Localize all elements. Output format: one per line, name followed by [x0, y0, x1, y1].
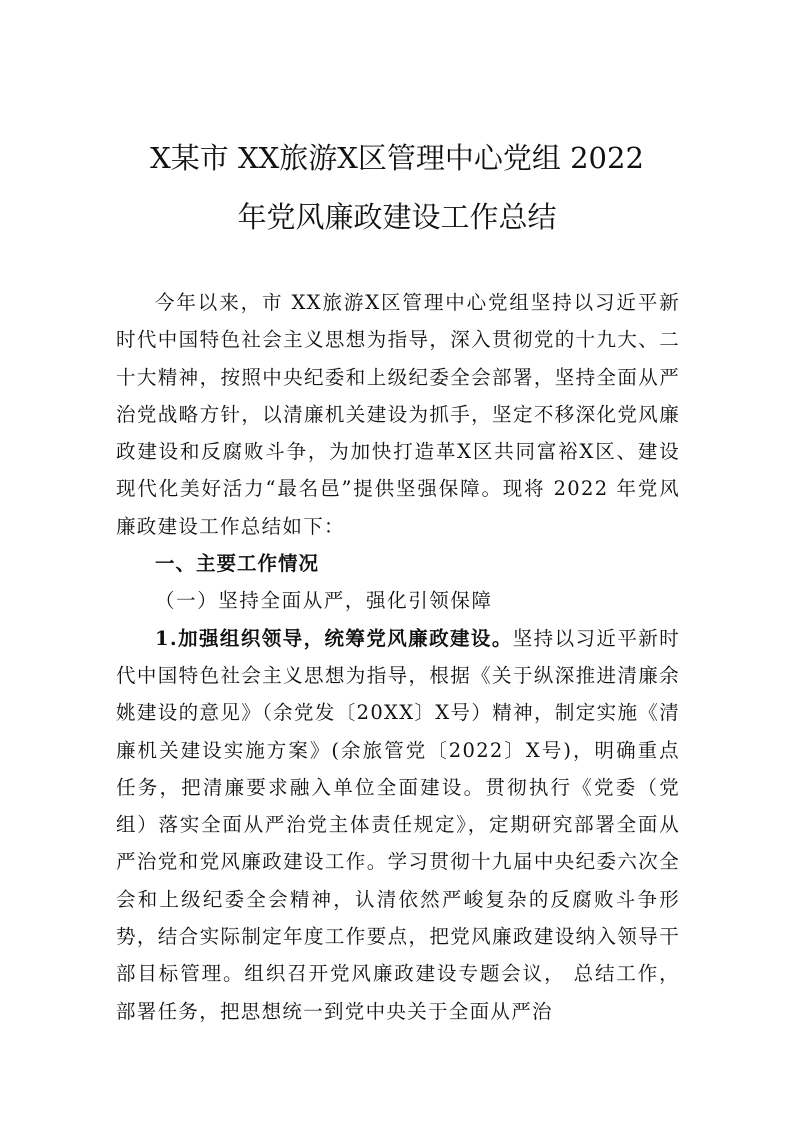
item-paragraph — [116, 620, 680, 1030]
item-lead-text: 1.加强组织领导，统筹党风廉政建设。 — [155, 626, 513, 650]
subsection-heading: （一）坚持全面从严，强化引领保障 — [155, 589, 493, 613]
section-heading: 一、主要工作情况 — [155, 552, 320, 576]
document-title-line-2: 年党风廉政建设工作总结 — [237, 200, 557, 234]
document-body — [116, 284, 680, 1030]
item-body-text: 坚持以习近平新时代中国特色社会主义思想为指导，根据《关于纵深推进清廉余姚建设的意见》（余党发〔20XX〕X号）精神，制定实施《清廉机关建设实施方案》(余旅管党〔2022〕X号)，明确重点任务，把清廉要求融入单位全面建设。贯彻执行《党委（党组）落实全面从严治党主体责任规定》，定期研究部署全面从严治党和党风廉政建设工作。学习贯彻十九届中央纪委六次全会和上级纪委全会精神，认清依然严峻复杂的反腐败斗争形势，结合实际制定年度工作要点，把党风廉政建设纳入领导干部目标管理。组织召开党风廉政建设专题会议， 总结工作，部署任务，把思想统一到党中央关于全面从严治 — [116, 626, 680, 1023]
document-title-line-1: X某市 XX旅游X区管理中心党组 2022 — [150, 141, 644, 175]
intro-paragraph: 今年以来，市 XX旅游X区管理中心党组坚持以习近平新时代中国特色社会主义思想为指导，深入贯彻党的十九大、二十大精神，按照中央纪委和上级纪委全会部署，坚持全面从严治党战略方针，以清廉机关建设为抓手，坚定不移深化党风廉政建设和反腐败斗争，为加快打造革X区共同富裕X区、建设现代化美好活力“最名邑”提供坚强保障。现将 2022 年党风廉政建设工作总结如下： — [116, 291, 680, 538]
